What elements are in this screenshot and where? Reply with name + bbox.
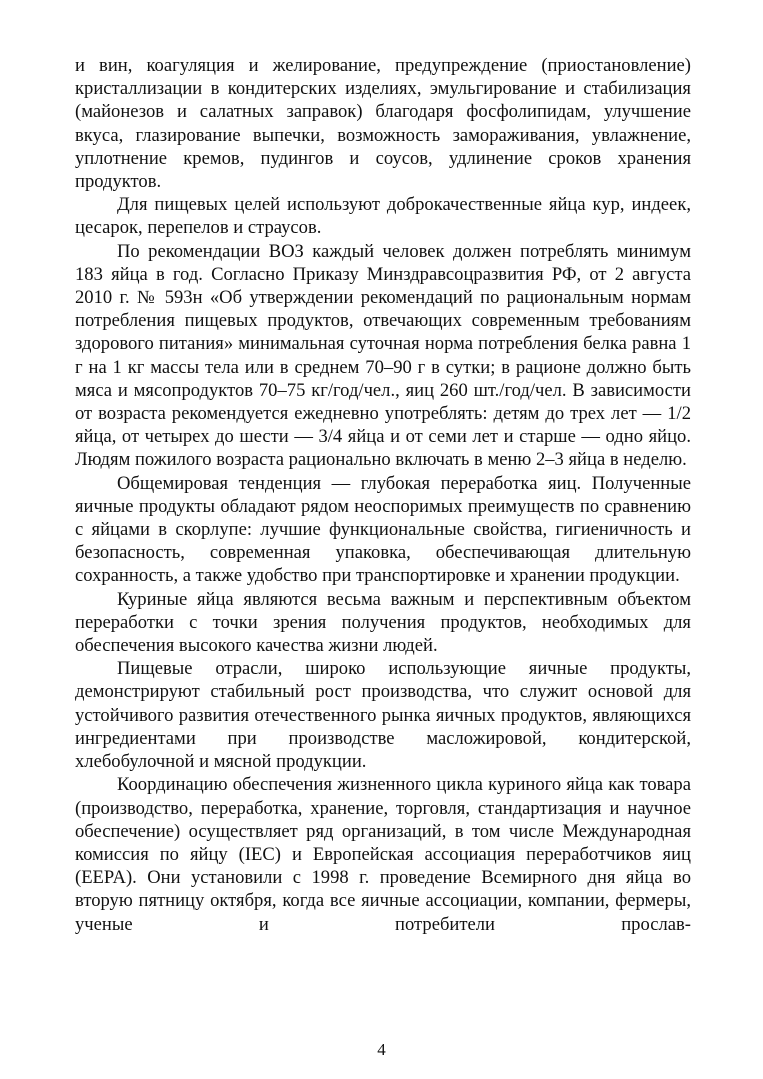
- paragraph-processing-trend: Общемировая тенденция — глубокая переработка яиц. Полученные яичные продукты обладают рядом неоспоримых преимуществ по сравнению с яйцами в скорлупе: лучшие функциональные свойства, гигиеничность и безопасность, современная упаковка, обеспечивающая длительную сохранность, а также удобство при транспортировке и хранении продукции.: [75, 472, 691, 587]
- paragraph-consumption-norms: По рекомендации ВОЗ каждый человек должен потреблять минимум 183 яйца в год. Согласно Приказу Минздравсоцразвития РФ, от 2 августа 2010 г. № 593н «Об утверждении рекомендаций по рациональным нормам потребления пищевых продуктов, отвечающих современным требованиям здорового питания» минимальная суточная норма потребления белка равна 1 г на 1 кг массы тела или в среднем 70–90 г в сутки; в рационе должно быть мяса и мясопродуктов 70–75 кг/год/чел., яиц 260 шт./год/чел. В зависимости от возраста рекомендуется ежедневно употреблять: детям до трех лет — 1/2 яйца, от четырех до шести — 3/4 яйца и от семи лет и старше — одно яйцо. Людям пожилого возраста рационально включать в меню 2–3 яйца в неделю.: [75, 240, 691, 471]
- paragraph-food-industries: Пищевые отрасли, широко использующие яичные продукты, демонстрируют стабильный рост производства, что служит основой для устойчивого развития отечественного рынка яичных продуктов, являющихся ингредиентами при производстве масложировой, кондитерской, хлебобулочной и мясной продукции.: [75, 658, 691, 773]
- paragraph-processing-object: Куриные яйца являются весьма важным и перспективным объектом переработки с точки зрения получения продуктов, необходимых для обеспечения высокого качества жизни людей.: [75, 588, 691, 657]
- document-page: [75, 54, 691, 1079]
- paragraph-continuation: и вин, коагуляция и желирование, предупреждение (приостановление) кристаллизации в кондитерских изделиях, эмульгирование и стабилизация (майонезов и салатных заправок) благодаря фосфолипидам, улучшение вкуса, глазирование выпечки, возможность замораживания, увлажнение, уплотнение кремов, пудингов и соусов, удлинение сроков хранения продуктов.: [75, 55, 691, 193]
- paragraph-egg-sources: Для пищевых целей используют доброкачественные яйца кур, индеек, цесарок, перепелов и страусов.: [75, 194, 691, 239]
- paragraph-coordination: Координацию обеспечения жизненного цикла куриного яйца как товара (производство, переработка, хранение, торговля, стандартизация и научное обеспечение) осуществляет ряд организаций, в том числе Международная комиссия по яйцу (IEC) и Европейская ассоциация переработчиков яиц (EEPA). Они установили с 1998 г. проведение Всемирного дня яйца во вторую пятницу октября, когда все яичные ассоциации, компании, фермеры, ученые и потребители прослав-: [75, 774, 691, 935]
- page-number: 4: [377, 1040, 386, 1059]
